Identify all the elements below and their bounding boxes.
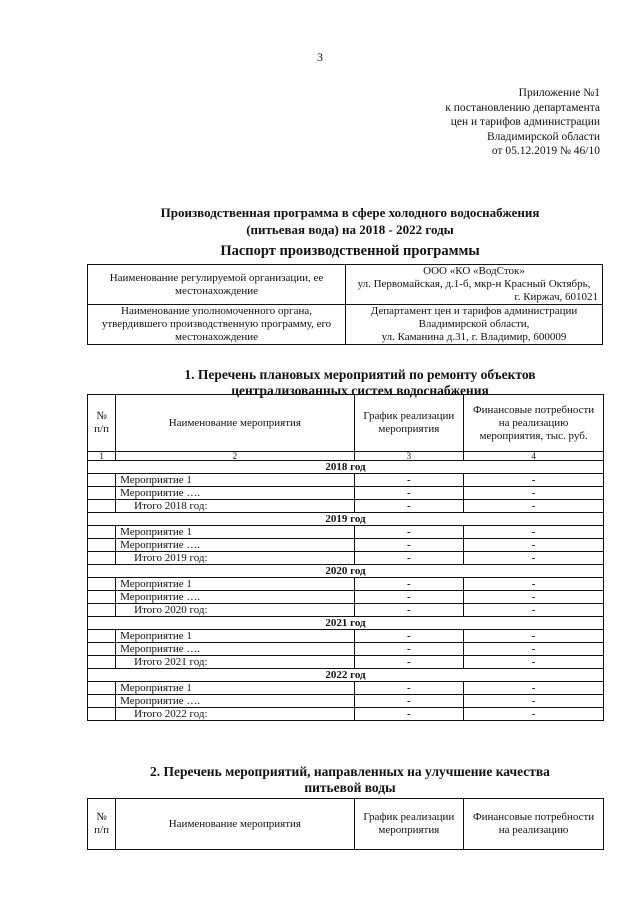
total-row — [88, 552, 604, 565]
finance-cell: - — [464, 526, 604, 539]
finance-cell: - — [464, 708, 604, 721]
finance-cell: - — [464, 695, 604, 708]
cell — [88, 552, 116, 565]
section2-heading — [90, 764, 610, 796]
schedule-cell: - — [354, 682, 464, 695]
year-row — [88, 669, 604, 682]
schedule-cell: - — [354, 591, 464, 604]
total-row — [88, 708, 604, 721]
measure-name: Мероприятие …. — [116, 487, 354, 500]
page-number: 3 — [317, 50, 323, 64]
value-line: ООО «КО «ВодСток» — [423, 265, 525, 277]
measure-name: Мероприятие 1 — [116, 526, 354, 539]
schedule-cell: - — [354, 604, 464, 617]
finance-cell: - — [464, 643, 604, 656]
total-label: Итого 2018 год: — [116, 500, 354, 513]
year-row — [88, 461, 604, 474]
cell — [88, 695, 116, 708]
year-label: 2019 год — [88, 513, 604, 526]
value-line: ул. Первомайская, д.1-б, мкр-н Красный Октябрь, — [357, 278, 591, 290]
cell — [88, 539, 116, 552]
finance-cell: - — [464, 656, 604, 669]
heading-line: централизованных систем водоснабжения — [231, 383, 489, 398]
header-no: № п/п — [88, 799, 116, 850]
measure-name: Мероприятие 1 — [116, 578, 354, 591]
passport-label: Наименование уполномоченного органа, утвердившего производственную программу, его местонахождение — [88, 305, 346, 345]
passport-label: Наименование регулируемой организации, ее местонахождение — [88, 265, 346, 305]
finance-cell: - — [464, 682, 604, 695]
table-row — [88, 305, 603, 345]
finance-cell: - — [464, 604, 604, 617]
total-row — [88, 604, 604, 617]
header-schedule: График реализации мероприятия — [354, 395, 464, 452]
cell — [88, 656, 116, 669]
title-line: (питьевая вода) на 2018 - 2022 годы — [246, 222, 454, 237]
finance-cell: - — [464, 578, 604, 591]
table-row — [88, 487, 604, 500]
cell — [88, 708, 116, 721]
table-row — [88, 695, 604, 708]
table-row — [88, 682, 604, 695]
table-row — [88, 578, 604, 591]
header-schedule: График реализации мероприятия — [354, 799, 464, 850]
header-no: № п/п — [88, 395, 116, 452]
finance-cell: - — [464, 630, 604, 643]
schedule-cell: - — [354, 578, 464, 591]
value-line: Владимирской области, — [418, 318, 530, 330]
finance-cell: - — [464, 591, 604, 604]
year-label: 2022 год — [88, 669, 604, 682]
cell — [88, 526, 116, 539]
cell — [88, 630, 116, 643]
year-row — [88, 565, 604, 578]
column-index: 3 — [354, 452, 464, 461]
schedule-cell: - — [354, 656, 464, 669]
cell — [88, 682, 116, 695]
document-title — [90, 204, 610, 238]
value-line: Департамент цен и тарифов администрации — [370, 305, 578, 317]
measure-name: Мероприятие …. — [116, 643, 354, 656]
schedule-cell: - — [354, 487, 464, 500]
column-index: 4 — [464, 452, 604, 461]
annex-line: к постановлению департамента — [445, 101, 600, 114]
passport-title: Паспорт производственной программы — [220, 243, 480, 259]
annex-line: Приложение №1 — [518, 87, 600, 99]
table-row — [88, 591, 604, 604]
total-label: Итого 2019 год: — [116, 552, 354, 565]
year-row — [88, 617, 604, 630]
annex-line: цен и тарифов администрации — [450, 116, 600, 128]
total-row — [88, 500, 604, 513]
cell — [88, 487, 116, 500]
passport-table — [87, 264, 603, 345]
table-row — [88, 643, 604, 656]
schedule-cell: - — [354, 552, 464, 565]
table-row — [88, 539, 604, 552]
measure-name: Мероприятие 1 — [116, 682, 354, 695]
header-name: Наименование мероприятия — [116, 395, 354, 452]
header-finance: Финансовые потребности на реализацию — [464, 799, 604, 850]
schedule-cell: - — [354, 630, 464, 643]
schedule-cell: - — [354, 474, 464, 487]
table-header-row — [88, 395, 604, 452]
repair-measures-table — [87, 394, 604, 721]
heading-line: 2. Перечень мероприятий, направленных на улучшение качества — [150, 764, 550, 779]
table-row — [88, 630, 604, 643]
schedule-cell: - — [354, 526, 464, 539]
finance-cell: - — [464, 552, 604, 565]
finance-cell: - — [464, 500, 604, 513]
table-row — [88, 474, 604, 487]
finance-cell: - — [464, 487, 604, 500]
measure-name: Мероприятие 1 — [116, 474, 354, 487]
schedule-cell: - — [354, 695, 464, 708]
column-index: 1 — [88, 452, 116, 461]
table-row — [88, 265, 603, 305]
column-index-row — [88, 452, 604, 461]
cell — [88, 474, 116, 487]
total-row — [88, 656, 604, 669]
schedule-cell: - — [354, 500, 464, 513]
measure-name: Мероприятие …. — [116, 539, 354, 552]
finance-cell: - — [464, 539, 604, 552]
passport-value — [346, 305, 603, 345]
finance-cell: - — [464, 474, 604, 487]
table-row — [88, 526, 604, 539]
table-header-row — [88, 799, 604, 850]
schedule-cell: - — [354, 643, 464, 656]
heading-line: питьевой воды — [304, 780, 396, 795]
year-row — [88, 513, 604, 526]
heading-line: 1. Перечень плановых мероприятий по ремонту объектов — [184, 367, 536, 382]
schedule-cell: - — [354, 708, 464, 721]
total-label: Итого 2022 год: — [116, 708, 354, 721]
cell — [88, 591, 116, 604]
cell — [88, 578, 116, 591]
cell — [88, 500, 116, 513]
measure-name: Мероприятие …. — [116, 591, 354, 604]
measure-name: Мероприятие 1 — [116, 630, 354, 643]
total-label: Итого 2021 год: — [116, 656, 354, 669]
passport-value — [346, 265, 603, 305]
annex-block — [420, 86, 600, 159]
measure-name: Мероприятие …. — [116, 695, 354, 708]
cell — [88, 604, 116, 617]
title-line: Производственная программа в сфере холодного водоснабжения — [160, 205, 540, 220]
header-finance: Финансовые потребности на реализацию мероприятия, тыс. руб. — [464, 395, 604, 452]
column-index: 2 — [116, 452, 354, 461]
value-line: ул. Каманина д.31, г. Владимир, 600009 — [381, 331, 567, 343]
value-line: г. Киржач, 601021 — [514, 291, 598, 303]
year-label: 2021 год — [88, 617, 604, 630]
cell — [88, 643, 116, 656]
header-name: Наименование мероприятия — [116, 799, 354, 850]
year-label: 2020 год — [88, 565, 604, 578]
schedule-cell: - — [354, 539, 464, 552]
annex-line: от 05.12.2019 № 46/10 — [491, 145, 600, 157]
total-label: Итого 2020 год: — [116, 604, 354, 617]
year-label: 2018 год — [88, 461, 604, 474]
quality-measures-table — [87, 798, 604, 850]
annex-line: Владимирской области — [486, 130, 600, 143]
